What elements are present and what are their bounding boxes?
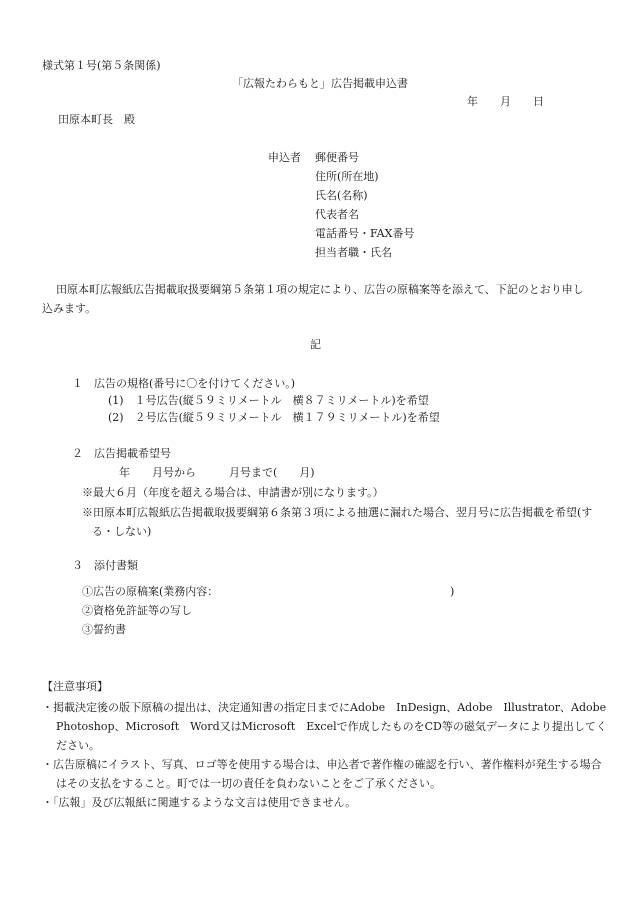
section2-note-lottery: ※田原本町広報紙広告掲載取扱要綱第６条第３項による抽選に漏れた場合、翌月号に広告掲載を希望(する・しない)	[82, 506, 593, 538]
applicant-field-representative: 代表者名	[315, 208, 359, 221]
section2-heading: ２ 広告掲載希望号	[72, 447, 171, 460]
note-item-copyright: ・広告原稿にイラスト、写真、ロゴ等を使用する場合は、申込者で著作権の確認を行い、著作権料が発生する場合はその支払をすること。町では一切の責任を負わないことをご了承ください。	[42, 758, 602, 790]
ki-heading: 記	[310, 338, 321, 351]
date-line: 年 月 日	[467, 95, 544, 108]
attachment-draft-close-paren: )	[450, 585, 455, 598]
applicant-field-postal-code: 郵便番号	[315, 151, 359, 164]
form-number: 様式第１号(第５条関係)	[42, 59, 161, 72]
applicant-field-name: 氏名(名称)	[315, 189, 368, 202]
note-item-format: ・掲載決定後の版下原稿の提出は、決定通知書の指定日までにAdobe InDesign、Adobe Illustrator、Adobe Photoshop、Microsoft Word又はMicrosoft Excelで作成したものをCD等の磁気データにより提出してください。	[42, 701, 618, 752]
attachment-pledge: ③誓約書	[82, 623, 126, 636]
section2-period-line: 年 月号から 月号まで( 月)	[119, 466, 315, 479]
applicant-field-contact-person: 担当者職・氏名	[315, 246, 392, 259]
applicant-label: 申込者	[268, 151, 301, 164]
applicant-field-phone-fax: 電話番号・FAX番号	[315, 227, 415, 240]
intro-paragraph: 田原本町広報紙広告掲載取扱要綱第５条第１項の規定により、広告の原稿案等を添えて、下記のとおり申し込みます。	[42, 283, 584, 315]
attachment-draft: ①広告の原稿案(業務内容：	[82, 585, 219, 598]
section1-option-2: (2) ２号広告(縦５９ミリメートル 横１７９ミリメートル)を希望	[108, 411, 440, 424]
section2-note-max: ※最大６月（年度を超える場合は、申請書が別になります。）	[82, 486, 384, 499]
addressee: 田原本町長 殿	[58, 113, 135, 126]
attachment-license-copy: ②資格免許証等の写し	[82, 604, 192, 617]
notes-heading: 【注意事項】	[42, 680, 108, 693]
document-title: 「広報たわらもと」広告掲載申込書	[232, 77, 408, 90]
section1-heading: １ 広告の規格(番号に〇を付けてください。)	[72, 377, 296, 390]
section1-option-1: (1) １号広告(縦５９ミリメートル 横８７ミリメートル)を希望	[108, 394, 429, 407]
note-item-wording: ・「広報」及び広報紙に関連するような文言は使用できません。	[42, 796, 357, 809]
applicant-field-address: 住所(所在地)	[315, 170, 379, 183]
section3-heading: ３ 添付書類	[72, 559, 138, 572]
